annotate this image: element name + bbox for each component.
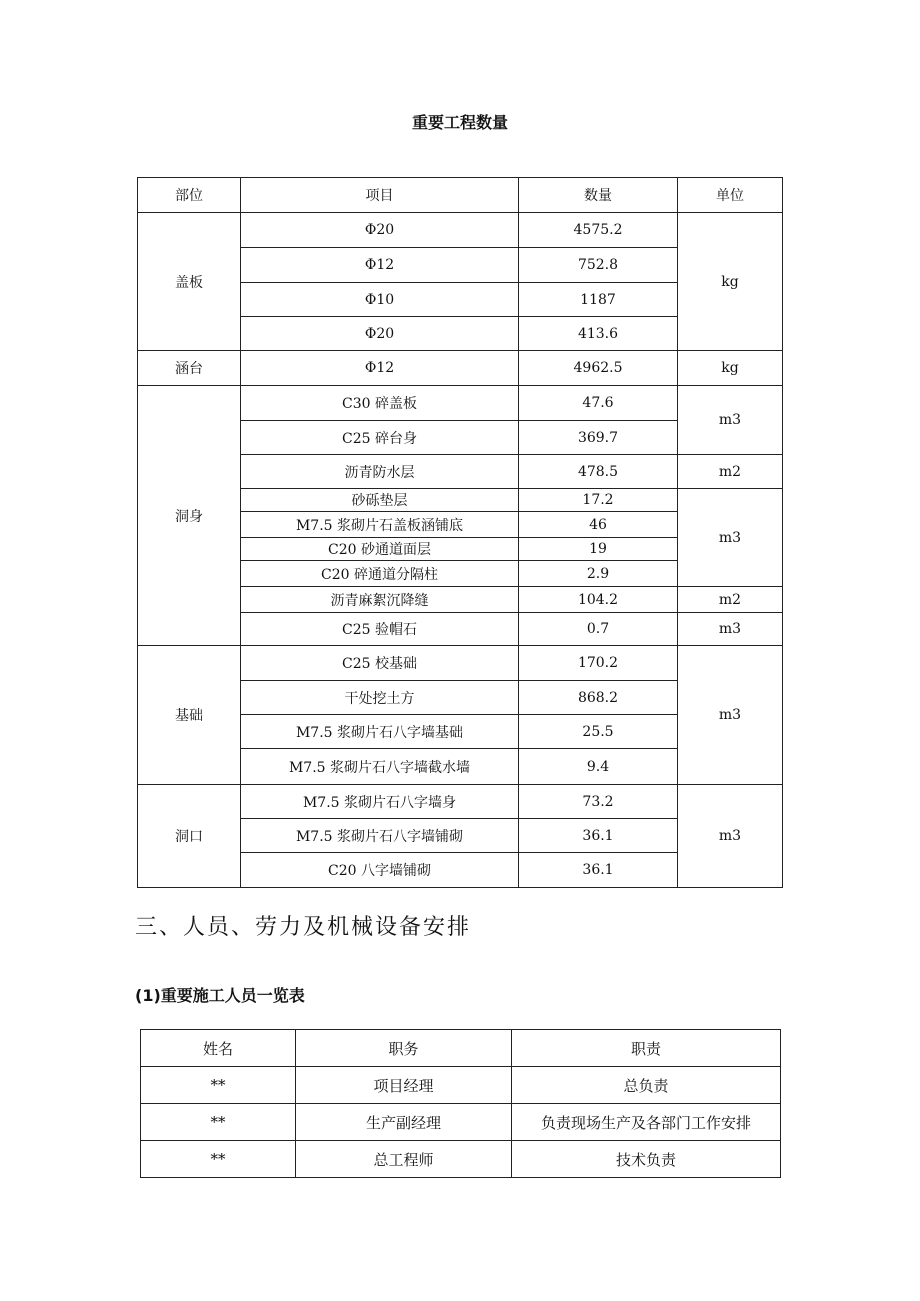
unit-cell: kg bbox=[678, 213, 783, 351]
position-cell: 生产副经理 bbox=[296, 1104, 512, 1141]
table-row bbox=[138, 213, 783, 248]
table-header-row bbox=[138, 178, 783, 213]
item-cell: Φ20 bbox=[241, 213, 519, 248]
qty-cell: 104.2 bbox=[519, 587, 678, 613]
qty-cell: 2.9 bbox=[519, 561, 678, 587]
unit-cell: m3 bbox=[678, 785, 783, 888]
item-cell: C25 验帽石 bbox=[241, 613, 519, 646]
qty-cell: 0.7 bbox=[519, 613, 678, 646]
section-heading: 三、人员、劳力及机械设备安排 bbox=[135, 915, 472, 940]
page-title: 重要工程数量 bbox=[411, 113, 508, 132]
header-cell: 职务 bbox=[296, 1030, 512, 1067]
qty-cell: 46 bbox=[519, 512, 678, 538]
unit-cell: m3 bbox=[678, 489, 783, 587]
duty-cell: 负责现场生产及各部门工作安排 bbox=[512, 1104, 781, 1141]
table-header-row bbox=[141, 1030, 781, 1067]
unit-cell: m3 bbox=[678, 386, 783, 455]
qty-cell: 9.4 bbox=[519, 749, 678, 785]
staff-table bbox=[140, 1029, 781, 1178]
part-cell: 洞身 bbox=[138, 386, 241, 646]
qty-cell: 73.2 bbox=[519, 785, 678, 819]
item-cell: C20 碎通道分隔柱 bbox=[241, 561, 519, 587]
item-cell: M7.5 浆砌片石盖板涵铺底 bbox=[241, 512, 519, 538]
item-cell: Φ12 bbox=[241, 351, 519, 386]
table-row bbox=[141, 1104, 781, 1141]
name-cell: ** bbox=[141, 1067, 296, 1104]
qty-cell: 4962.5 bbox=[519, 351, 678, 386]
item-cell: M7.5 浆砌片石八字墙截水墙 bbox=[241, 749, 519, 785]
part-cell: 涵台 bbox=[138, 351, 241, 386]
quantity-table bbox=[137, 177, 783, 888]
qty-cell: 868.2 bbox=[519, 681, 678, 715]
name-cell: ** bbox=[141, 1104, 296, 1141]
qty-cell: 36.1 bbox=[519, 819, 678, 853]
duty-cell: 技术负责 bbox=[512, 1141, 781, 1178]
qty-cell: 36.1 bbox=[519, 853, 678, 888]
qty-cell: 170.2 bbox=[519, 646, 678, 681]
qty-cell: 4575.2 bbox=[519, 213, 678, 248]
item-cell: C25 校基础 bbox=[241, 646, 519, 681]
table-row bbox=[141, 1141, 781, 1178]
table-row bbox=[138, 646, 783, 681]
qty-cell: 1187 bbox=[519, 283, 678, 317]
qty-cell: 47.6 bbox=[519, 386, 678, 421]
item-cell: 干处挖土方 bbox=[241, 681, 519, 715]
item-cell: Φ10 bbox=[241, 283, 519, 317]
header-cell: 单位 bbox=[678, 178, 783, 213]
header-cell: 数量 bbox=[519, 178, 678, 213]
table-row bbox=[141, 1067, 781, 1104]
unit-cell: kg bbox=[678, 351, 783, 386]
qty-cell: 369.7 bbox=[519, 421, 678, 455]
header-cell: 部位 bbox=[138, 178, 241, 213]
qty-cell: 478.5 bbox=[519, 455, 678, 489]
item-cell: C30 碎盖板 bbox=[241, 386, 519, 421]
position-cell: 项目经理 bbox=[296, 1067, 512, 1104]
table-row bbox=[138, 386, 783, 421]
header-cell: 项目 bbox=[241, 178, 519, 213]
item-cell: 沥青防水层 bbox=[241, 455, 519, 489]
qty-cell: 17.2 bbox=[519, 489, 678, 512]
header-cell: 姓名 bbox=[141, 1030, 296, 1067]
unit-cell: m3 bbox=[678, 613, 783, 646]
qty-cell: 413.6 bbox=[519, 317, 678, 351]
item-cell: 沥青麻絮沉降缝 bbox=[241, 587, 519, 613]
duty-cell: 总负责 bbox=[512, 1067, 781, 1104]
unit-cell: m3 bbox=[678, 646, 783, 785]
qty-cell: 19 bbox=[519, 538, 678, 561]
qty-cell: 25.5 bbox=[519, 715, 678, 749]
item-cell: C25 碎台身 bbox=[241, 421, 519, 455]
part-cell: 洞口 bbox=[138, 785, 241, 888]
part-cell: 盖板 bbox=[138, 213, 241, 351]
unit-cell: m2 bbox=[678, 455, 783, 489]
item-cell: 砂砾垫层 bbox=[241, 489, 519, 512]
item-cell: M7.5 浆砌片石八字墙铺砌 bbox=[241, 819, 519, 853]
item-cell: Φ12 bbox=[241, 248, 519, 283]
item-cell: Φ20 bbox=[241, 317, 519, 351]
position-cell: 总工程师 bbox=[296, 1141, 512, 1178]
unit-cell: m2 bbox=[678, 587, 783, 613]
item-cell: C20 砂通道面层 bbox=[241, 538, 519, 561]
item-cell: M7.5 浆砌片石八字墙身 bbox=[241, 785, 519, 819]
table-row bbox=[138, 785, 783, 819]
subsection-title: (1)重要施工人员一览表 bbox=[135, 986, 305, 1005]
item-cell: C20 八字墙铺砌 bbox=[241, 853, 519, 888]
part-cell: 基础 bbox=[138, 646, 241, 785]
name-cell: ** bbox=[141, 1141, 296, 1178]
qty-cell: 752.8 bbox=[519, 248, 678, 283]
header-cell: 职责 bbox=[512, 1030, 781, 1067]
table-row bbox=[138, 351, 783, 386]
item-cell: M7.5 浆砌片石八字墙基础 bbox=[241, 715, 519, 749]
